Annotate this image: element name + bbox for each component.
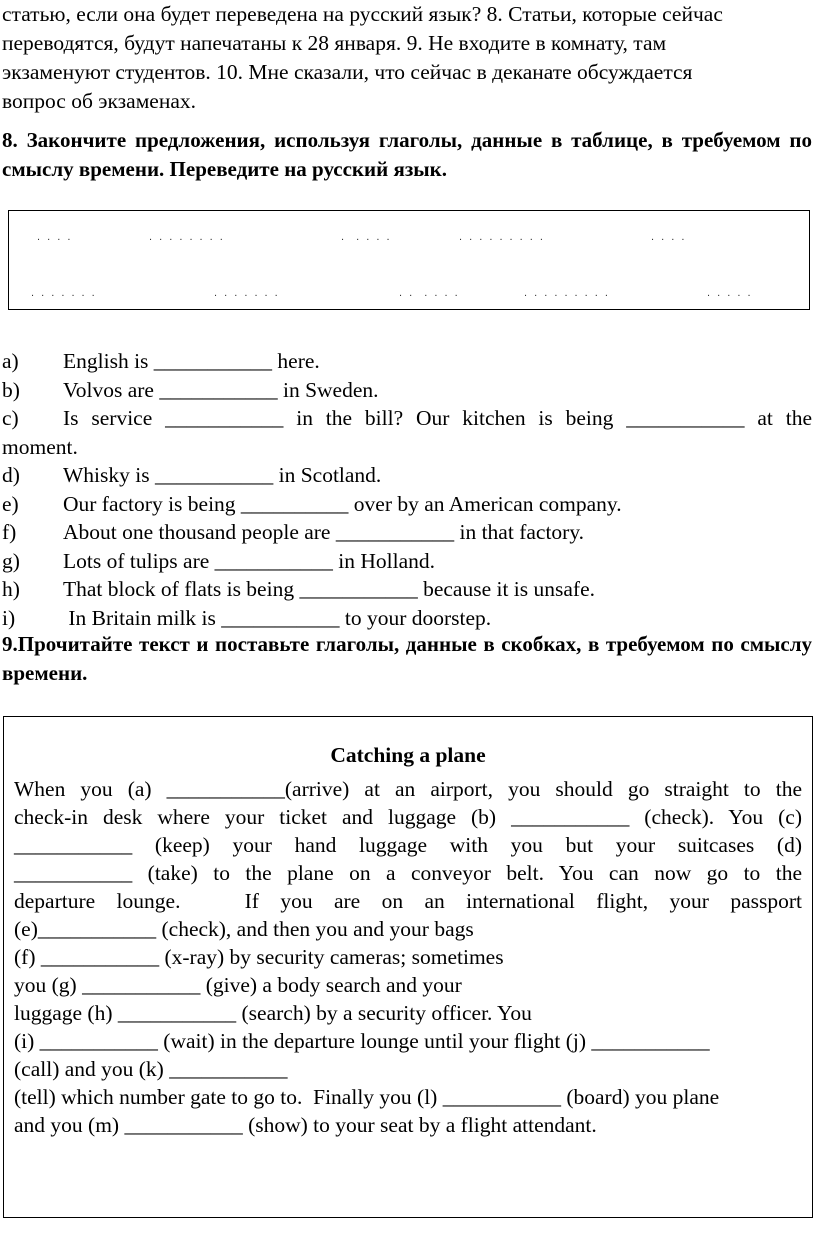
item-text: Our factory is being __________ over by an American company. [63, 491, 622, 516]
intro-line: переводятся, будут напечатаны к 28 января. 9. Не входите в комнату, там [2, 31, 667, 55]
list-item [2, 404, 812, 461]
list-item [2, 518, 812, 547]
list-item [2, 604, 812, 633]
intro-line: статью, если она будет переведена на русский язык? 8. Статьи, которые сейчас [2, 2, 723, 26]
item-text-continued: moment. [2, 434, 78, 459]
verb-table-mark: . . . . . . . . [149, 231, 225, 243]
list-item [2, 347, 812, 376]
text-line: ___________ (take) to the plane on a conveyor belt. You can now go to the [14, 861, 802, 885]
item-letter: g) [2, 548, 20, 573]
task9-heading: 9.Прочитайте текст и поставьте глаголы, данные в скобках, в требуемом по смыслу времени. [2, 632, 812, 685]
item-letter: d) [2, 463, 20, 487]
item-text: Volvos are ___________ in Sweden. [63, 377, 379, 402]
verb-table-mark: . . . . . . [399, 287, 460, 299]
text-line: check-in desk where your ticket and luggage (b) ___________ (check). You (c) [14, 805, 802, 829]
item-letter: c) [2, 406, 19, 430]
text-line: departure lounge. If you are on an international flight, your passport [14, 889, 802, 913]
task8-list [2, 347, 812, 632]
text-line: luggage (h) ___________ (search) by a security officer. You [14, 1001, 532, 1025]
verb-table [8, 210, 810, 310]
text-line: ___________ (keep) your hand luggage with you but your suitcases (d) [14, 833, 802, 857]
task8-heading: 8. Закончите предложения, используя глаголы, данные в таблице, в требуемом по смыслу времени. Переведите на русский язык. [2, 128, 812, 181]
text-line: When you (a) ___________(arrive) at an airport, you should go straight to the [14, 777, 802, 801]
text-line: you (g) ___________ (give) a body search and your [14, 973, 462, 997]
text-line: and you (m) ___________ (show) to your seat by a flight attendant. [14, 1113, 597, 1137]
text-title: Catching a plane [330, 743, 486, 767]
verb-table-mark: . . . . . . . [214, 287, 280, 299]
text-line: (i) ___________ (wait) in the departure lounge until your flight (j) ___________ [14, 1029, 710, 1053]
reading-text-box [3, 716, 813, 1218]
list-item [2, 490, 812, 519]
verb-table-mark: . . . . . . . . . [524, 287, 610, 299]
item-letter: i) [2, 605, 16, 630]
item-letter: f) [2, 520, 17, 544]
item-text: English is ___________ here. [63, 349, 320, 373]
item-text: That block of flats is being ___________ because it is unsafe. [63, 577, 596, 601]
item-letter: b) [2, 377, 20, 402]
list-item [2, 376, 812, 405]
item-text: In Britain milk is ___________ to your doorstep. [63, 605, 492, 630]
intro-paragraph [2, 0, 812, 116]
verb-table-mark: . . . . [651, 231, 687, 243]
text-line: (tell) which number gate to go to. Finally you (l) ___________ (board) you plane [14, 1085, 720, 1109]
intro-line: вопрос об экзаменах. [2, 89, 197, 113]
text-line: (call) and you (k) ___________ [14, 1057, 288, 1081]
verb-table-mark: . . . . . . . [31, 287, 97, 299]
item-letter: a) [2, 349, 19, 373]
item-text: Whisky is ___________ in Scotland. [63, 463, 382, 487]
item-letter: h) [2, 577, 20, 601]
list-item [2, 461, 812, 490]
text-body [14, 775, 802, 1139]
verb-table-mark: . . . . . [341, 231, 392, 243]
intro-line: экзаменуют студентов. 10. Мне сказали, что сейчас в деканате обсуждается [2, 60, 693, 84]
verb-table-mark: . . . . . [707, 287, 753, 299]
text-line: (f) ___________ (x-ray) by security cameras; sometimes [14, 945, 504, 969]
item-letter: e) [2, 491, 19, 516]
list-item [2, 547, 812, 576]
item-text: Is service ___________ in the bill? Our kitchen is being ___________ at the [63, 406, 812, 430]
verb-table-mark: . . . . . . . . . [459, 231, 545, 243]
verb-table-mark: . . . . [37, 231, 73, 243]
list-item [2, 575, 812, 604]
item-text: Lots of tulips are ___________ in Holland. [63, 548, 436, 573]
text-line: (e)___________ (check), and then you and your bags [14, 917, 474, 941]
item-text: About one thousand people are ___________ in that factory. [63, 520, 585, 544]
